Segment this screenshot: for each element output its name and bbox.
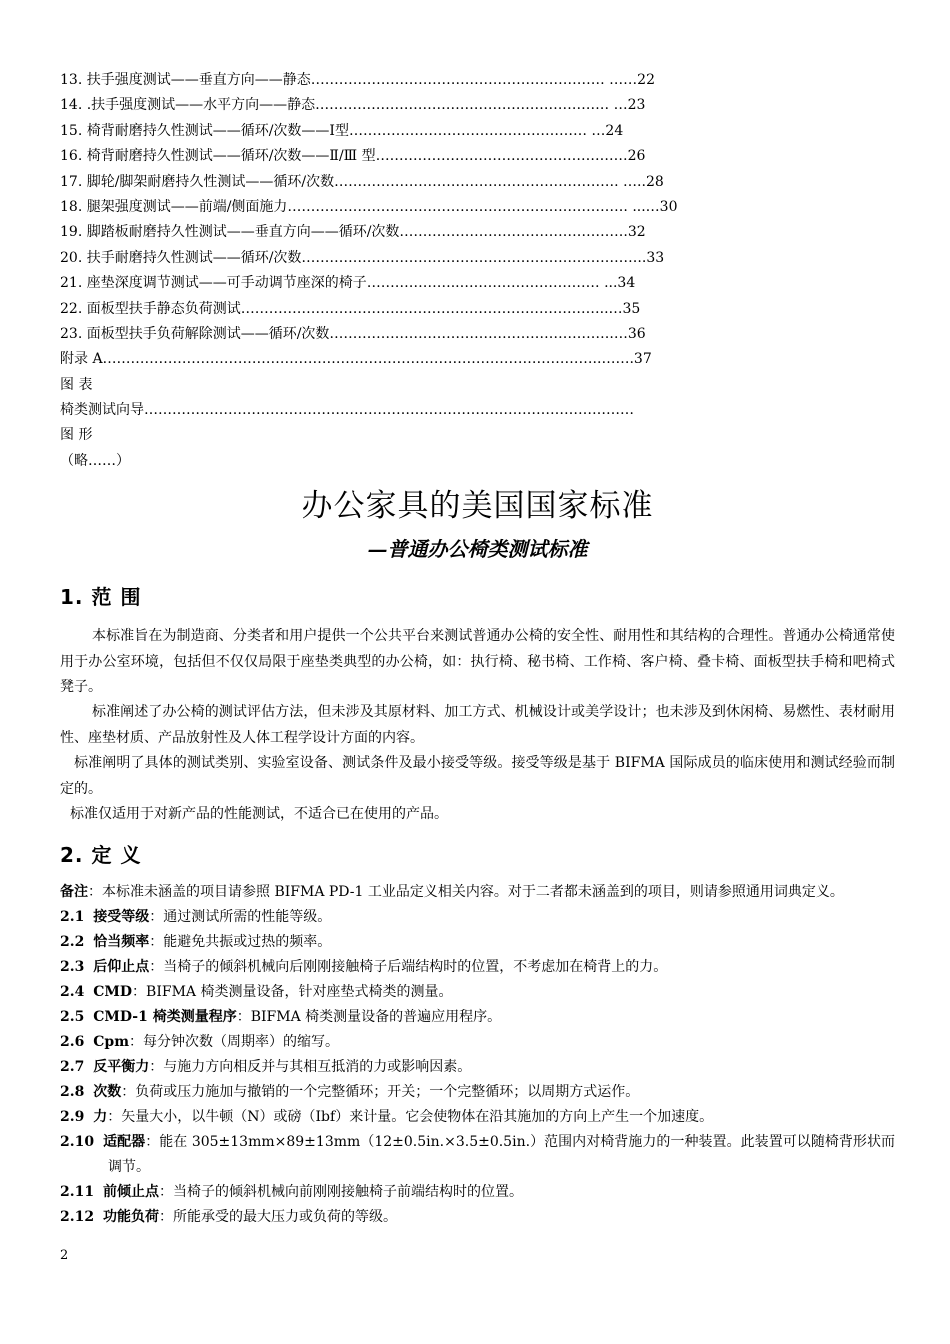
definition-item	[60, 1005, 895, 1030]
toc-entry[interactable]: 20. 扶手耐磨持久性测试——循环/次数………………………………………………………………..33	[60, 249, 665, 266]
definition-item	[60, 980, 895, 1005]
definition-term: 后仰止点	[93, 958, 150, 975]
definition-number: 2.12	[60, 1208, 95, 1225]
document-title: 办公家具的美国国家标准	[301, 488, 654, 525]
definition-text: ：矢量大小，以牛顿（N）或磅（Ibf）来计量。它会使物体在沿其施加的方向上产生一个加速度。	[107, 1108, 714, 1125]
definition-number: 2.5	[60, 1008, 85, 1025]
toc-entry[interactable]: 22. 面板型扶手静态负荷测试……………………………..……………………………………..…35	[60, 300, 641, 317]
definition-text: ：能在 305±13mm×89±13mm（12±0.5in.×3.5±0.5in.）范围内对椅背施力的一种装置。此装置可以随椅背形状而调节。	[108, 1133, 896, 1175]
toc-entry[interactable]: 21. 座垫深度调节测试——可手动调节座深的椅子………………..………………………… ...34	[60, 275, 636, 292]
scope-paragraph: 标准阐明了具体的测试类别、实验室设备、测试条件及最小接受等级。接受等级是基于 BIFMA 国际成员的临床使用和测试经验而制定的。	[60, 755, 895, 797]
definition-text: ：当椅子的倾斜机械向后刚刚接触椅子后端结构时的位置，不考虑加在椅背上的力。	[149, 958, 668, 975]
note-text: ：本标准未涵盖的项目请参照 BIFMA PD-1 工业品定义相关内容。对于二者都未涵盖到的项目，则请参照通用词典定义。	[88, 883, 844, 900]
toc-entry[interactable]: 17. 脚轮/脚架耐磨持久性测试——循环/次数……………………………………………………. …..28	[60, 173, 664, 190]
toc-entry-appendix[interactable]: 附录 A……………………………………………………………………………………………..…….37	[60, 351, 652, 368]
definition-term: CMD	[93, 983, 133, 1000]
definition-item	[60, 1055, 895, 1080]
scope-paragraph: 标准仅适用于对新产品的性能测试，不适合已在使用的产品。	[70, 806, 448, 823]
definition-item	[60, 1105, 895, 1130]
toc-entry-figure[interactable]: 椅类测试向导……………………………………………………………………………………………	[60, 402, 634, 419]
definition-term: Cpm	[93, 1033, 130, 1050]
definition-number: 2.9	[60, 1108, 85, 1125]
definition-item	[60, 1205, 895, 1230]
scope-paragraph: 本标准旨在为制造商、分类者和用户提供一个公共平台来测试普通办公椅的安全性、耐用性和其结构的合理性。普通办公椅通常使用于办公室环境，包括但不仅仅局限于座垫类典型的办公椅，如：执行椅、秘书椅、工作椅、客户椅、叠卡椅、面板型扶手椅和吧椅式凳子。	[60, 628, 895, 696]
document-page	[60, 68, 895, 1230]
scope-paragraph: 标准阐述了办公椅的测试评估方法，但未涉及其原材料、加工方式、机械设计或美学设计；也未涉及到休闲椅、易燃性、表材耐用性、座垫材质、产品放射性及人体工程学设计方面的内容。	[60, 704, 895, 746]
definition-item	[60, 905, 895, 930]
table-of-contents	[60, 68, 895, 474]
definition-item	[60, 1030, 895, 1055]
definition-text: ：能避免共振或过热的频率。	[149, 933, 332, 950]
toc-entry[interactable]: 15. 椅背耐磨持久性测试——循环/次数——Ⅰ型…………………………………………… …24	[60, 122, 624, 139]
definition-term: 恰当频率	[93, 933, 150, 950]
definition-item	[60, 930, 895, 955]
definition-number: 2.8	[60, 1083, 85, 1100]
figures-label: 图 表	[60, 376, 93, 393]
definitions-note	[60, 880, 895, 905]
definition-term: 接受等级	[93, 908, 150, 925]
definition-number: 2.1	[60, 908, 85, 925]
definition-term: 适配器	[103, 1133, 146, 1150]
toc-entry[interactable]: 19. 脚踏板耐磨持久性测试——垂直方向——循环/次数………………………………………….32	[60, 224, 646, 241]
definition-text: ：BIFMA 椅类测量设备的普遍应用程序。	[236, 1008, 502, 1025]
definition-text: ：BIFMA 椅类测量设备，针对座垫式椅类的测量。	[132, 983, 453, 1000]
omitted-note: （略……）	[60, 452, 130, 469]
definition-term: 反平衡力	[93, 1058, 150, 1075]
definition-number: 2.3	[60, 958, 85, 975]
definition-text: ：当椅子的倾斜机械向前刚刚接触椅子前端结构时的位置。	[159, 1183, 524, 1200]
definition-number: 2.10	[60, 1133, 95, 1150]
definition-number: 2.4	[60, 983, 85, 1000]
toc-entry[interactable]: 23. 面板型扶手负荷解除测试——循环/次数…………………………………………………….…36	[60, 325, 646, 342]
definition-text: ：通过测试所需的性能等级。	[149, 908, 332, 925]
definition-term: 次数	[93, 1083, 122, 1100]
definition-number: 2.2	[60, 933, 85, 950]
definition-item	[60, 1080, 895, 1105]
definition-text: ：每分钟次数（周期率）的缩写。	[129, 1033, 340, 1050]
toc-entry[interactable]: 16. 椅背耐磨持久性测试——循环/次数——Ⅱ/Ⅲ 型………………………………………………26	[60, 148, 646, 165]
definition-item	[60, 1180, 895, 1205]
toc-entry[interactable]: 13. 扶手强度测试——垂直方向——静态……………………………………………………… ……22	[60, 72, 655, 88]
definition-text: ：与施力方向相反并与其相互抵消的力或影响因素。	[149, 1058, 472, 1075]
section-heading-scope: 1. 范 围	[60, 585, 142, 610]
document-subtitle: —普通办公椅类测试标准	[367, 537, 588, 562]
shapes-label: 图 形	[60, 427, 93, 444]
page-number: 2	[60, 1248, 69, 1263]
toc-entry[interactable]: 14. .扶手强度测试——水平方向——静态……………………………………………………… …23	[60, 97, 646, 114]
definition-term: 前倾止点	[103, 1183, 160, 1200]
definition-number: 2.6	[60, 1033, 85, 1050]
definition-term: CMD-1 椅类测量程序	[93, 1008, 237, 1025]
definitions-list	[60, 880, 895, 1230]
definition-number: 2.7	[60, 1058, 85, 1075]
definition-text: ：负荷或压力施加与撤销的一个完整循环；开关；一个完整循环；以周期方式运作。	[121, 1083, 640, 1100]
definition-text: ：所能承受的最大压力或负荷的等级。	[159, 1208, 398, 1225]
section-heading-definitions: 2. 定 义	[60, 842, 142, 867]
definition-number: 2.11	[60, 1183, 95, 1200]
definition-term: 功能负荷	[103, 1208, 160, 1225]
note-label: 备注	[60, 883, 88, 900]
toc-entry[interactable]: 18. 腿架强度测试——前端/侧面施力………………………………………………………………. ...…30	[60, 198, 678, 215]
definition-item	[60, 955, 895, 980]
definition-term: 力	[93, 1108, 108, 1125]
definition-item	[60, 1130, 895, 1180]
